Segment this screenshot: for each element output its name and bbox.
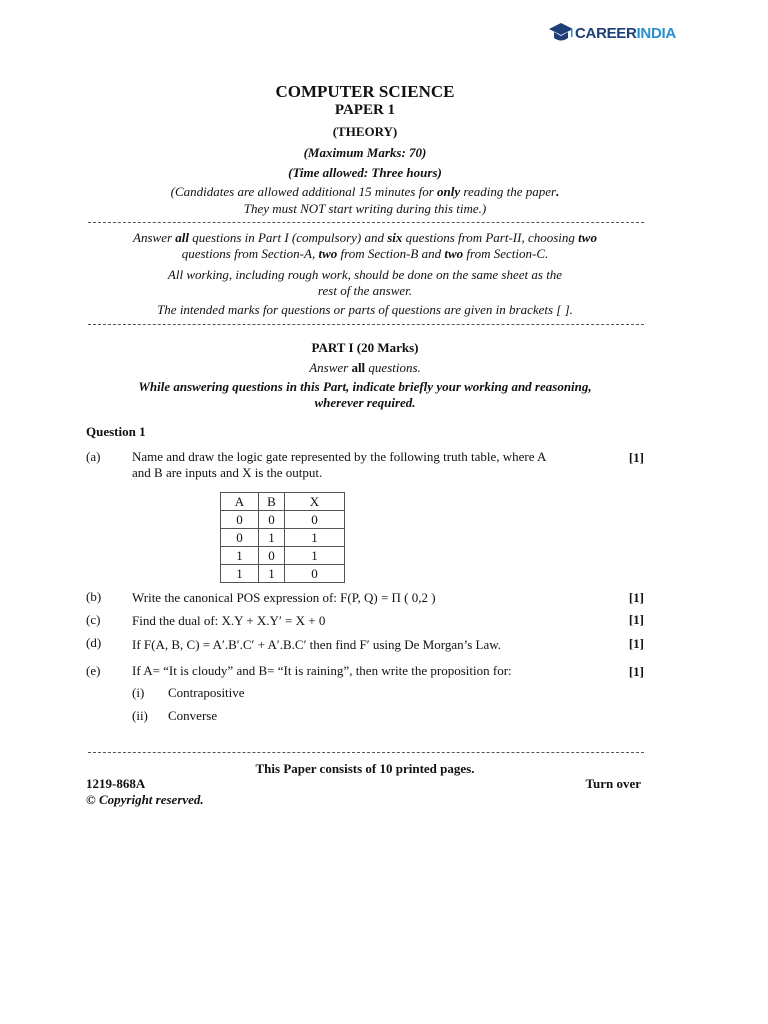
page-count-note: This Paper consists of 10 printed pages. <box>255 761 475 776</box>
table-row <box>221 511 345 529</box>
table-cell: 1 <box>221 547 259 565</box>
question-1d-text: If F(A, B, C) = A′.B′.C′ + A′.B.C′ then find F′ using De Morgan’s Law. <box>132 637 502 652</box>
question-1e-label: (e) <box>86 663 101 678</box>
table-cell: 1 <box>259 565 285 583</box>
question-1e-ii-label: (ii) <box>132 708 148 723</box>
paper-number: PAPER 1 <box>334 102 396 118</box>
question-1c-label: (c) <box>86 612 101 627</box>
maximum-marks: (Maximum Marks: 70) <box>303 145 427 160</box>
question-1a-label: (a) <box>86 449 101 464</box>
table-header-cell: B <box>259 493 285 511</box>
table-header-cell: A <box>221 493 259 511</box>
instructions-choice: Answer all questions in Part I (compulsory) and six questions from Part-II, choosing two questions from Section-A, two from Section-B and two from Section-C. <box>133 230 597 261</box>
time-allowed: (Time allowed: Three hours) <box>288 165 442 180</box>
question-1b-marks: [1] <box>628 590 644 605</box>
divider-middle <box>88 324 644 325</box>
careerindia-logo <box>548 22 676 44</box>
table-cell: 1 <box>285 547 345 565</box>
part1-working-note: While answering questions in this Part, indicate briefly your working and reasoning, wherever required. <box>138 379 592 410</box>
table-cell: 0 <box>285 511 345 529</box>
divider-top <box>88 222 644 223</box>
question-1e-marks: [1] <box>628 664 644 679</box>
candidates-note: (Candidates are allowed additional 15 minutes for only reading the paper. They must NOT start writing during this time.) <box>170 184 560 216</box>
question-1b-label: (b) <box>86 589 102 604</box>
graduation-cap-icon <box>548 22 574 44</box>
truth-table <box>220 492 345 583</box>
part1-title: PART I (20 Marks) <box>311 340 419 355</box>
question-1e-i-label: (i) <box>132 685 145 700</box>
paper-type: (THEORY) <box>332 124 398 139</box>
instructions-marks: The intended marks for questions or parts of questions are given in brackets [ ]. <box>157 302 573 317</box>
table-cell: 1 <box>285 529 345 547</box>
table-row <box>221 565 345 583</box>
table-cell: 1 <box>221 565 259 583</box>
question-1c-text: Find the dual of: X.Y + X.Y′ = X + 0 <box>132 613 326 628</box>
question-1-title: Question 1 <box>86 424 146 439</box>
logo-wordmark: CAREERINDIA <box>575 24 676 42</box>
question-1c-marks: [1] <box>628 612 644 627</box>
divider-bottom <box>88 752 644 753</box>
table-cell: 0 <box>285 565 345 583</box>
question-1a-text: Name and draw the logic gate represented by the following truth table, where A and B are inputs and X is the output. <box>132 449 547 480</box>
turn-over-note: Turn over <box>585 776 641 791</box>
table-row <box>221 547 345 565</box>
table-cell: 0 <box>259 511 285 529</box>
truth-table-header <box>221 493 345 511</box>
table-row <box>221 529 345 547</box>
table-header-cell: X <box>285 493 345 511</box>
question-1e-text: If A= “It is cloudy” and B= “It is raining”, then write the proposition for: <box>132 663 512 678</box>
paper-code: 1219-868A <box>86 776 146 791</box>
table-cell: 0 <box>221 529 259 547</box>
instructions-working: All working, including rough work, should be done on the same sheet as the rest of the answer. <box>167 267 563 298</box>
question-1d-marks: [1] <box>628 636 644 651</box>
question-1d-label: (d) <box>86 635 102 650</box>
part1-answer-all: Answer all questions. <box>309 360 421 375</box>
table-cell: 0 <box>221 511 259 529</box>
question-1e-ii-text: Converse <box>168 708 218 723</box>
paper-subject-title: COMPUTER SCIENCE <box>275 82 455 101</box>
table-cell: 0 <box>259 547 285 565</box>
table-cell: 1 <box>259 529 285 547</box>
copyright-notice: © Copyright reserved. <box>86 792 204 807</box>
question-1e-i-text: Contrapositive <box>168 685 245 700</box>
question-1b-text: Write the canonical POS expression of: F(P, Q) = Π ( 0,2 ) <box>132 590 436 605</box>
question-1a-marks: [1] <box>628 450 644 465</box>
